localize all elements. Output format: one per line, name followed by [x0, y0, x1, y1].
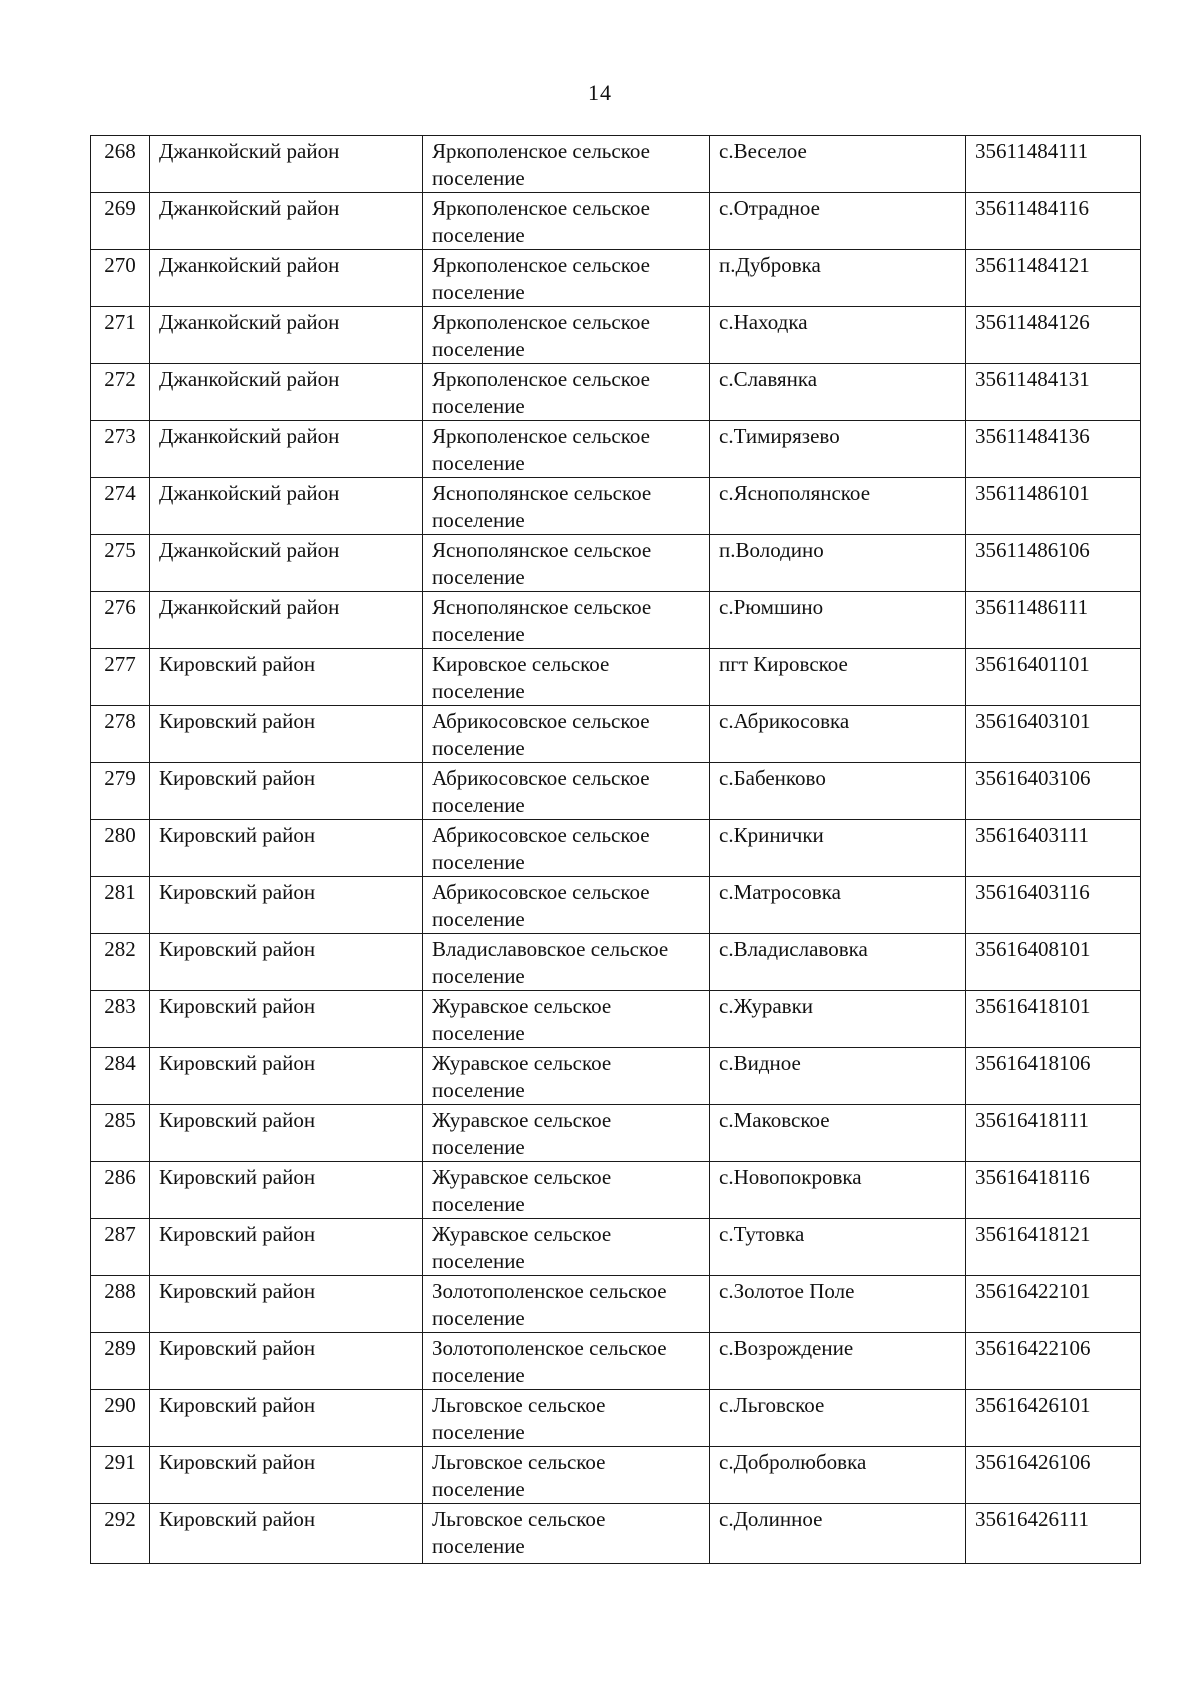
locality-name: с.Новопокровка: [719, 1165, 862, 1189]
row-number-cell: [91, 193, 150, 250]
row-number: 288: [104, 1279, 136, 1303]
settlement-name: Яснополянское сельское поселение: [432, 538, 652, 589]
district-cell: [150, 307, 423, 364]
table-row: [91, 250, 1141, 307]
locality-cell: [710, 1276, 966, 1333]
oktmo-code: 35611484136: [975, 424, 1090, 448]
row-number: 281: [104, 880, 136, 904]
settlement-name: Яркополенское сельское поселение: [432, 139, 650, 190]
settlement-cell: [423, 934, 710, 991]
code-cell: [966, 307, 1141, 364]
row-number-cell: [91, 1105, 150, 1162]
table-row: [91, 1162, 1141, 1219]
settlement-name: Яснополянское сельское поселение: [432, 595, 652, 646]
code-cell: [966, 1447, 1141, 1504]
settlement-cell: [423, 478, 710, 535]
district-cell: [150, 1333, 423, 1390]
district-cell: [150, 1447, 423, 1504]
row-number-cell: [91, 364, 150, 421]
locality-name: с.Абрикосовка: [719, 709, 850, 733]
settlement-cell: [423, 991, 710, 1048]
district-name: Джанкойский район: [159, 595, 340, 619]
oktmo-code: 35616418116: [975, 1165, 1090, 1189]
district-cell: [150, 991, 423, 1048]
code-cell: [966, 877, 1141, 934]
settlement-cell: [423, 250, 710, 307]
row-number-cell: [91, 1504, 150, 1564]
locality-cell: [710, 136, 966, 193]
settlement-cell: [423, 592, 710, 649]
district-name: Кировский район: [159, 709, 316, 733]
settlement-cell: [423, 421, 710, 478]
settlement-name: Яркополенское сельское поселение: [432, 196, 650, 247]
oktmo-code: 35611484131: [975, 367, 1090, 391]
code-cell: [966, 478, 1141, 535]
row-number: 287: [104, 1222, 136, 1246]
district-cell: [150, 364, 423, 421]
district-name: Кировский район: [159, 1165, 316, 1189]
settlement-name: Журавское сельское поселение: [432, 1108, 612, 1159]
settlement-name: Яркополенское сельское поселение: [432, 424, 650, 475]
district-cell: [150, 1105, 423, 1162]
settlement-cell: [423, 649, 710, 706]
settlement-name: Абрикосовское сельское поселение: [432, 709, 650, 760]
row-number-cell: [91, 1219, 150, 1276]
oktmo-code: 35611484126: [975, 310, 1090, 334]
settlement-cell: [423, 877, 710, 934]
row-number-cell: [91, 934, 150, 991]
settlement-name: Абрикосовское сельское поселение: [432, 823, 650, 874]
settlement-name: Льговское сельское поселение: [432, 1393, 606, 1444]
code-cell: [966, 1390, 1141, 1447]
table-row: [91, 1219, 1141, 1276]
locality-name: с.Тутовка: [719, 1222, 805, 1246]
row-number-cell: [91, 763, 150, 820]
settlement-name: Журавское сельское поселение: [432, 1051, 612, 1102]
table-row: [91, 478, 1141, 535]
settlement-name: Абрикосовское сельское поселение: [432, 766, 650, 817]
locality-cell: [710, 307, 966, 364]
oktmo-code: 35616418121: [975, 1222, 1091, 1246]
oktmo-code: 35616418111: [975, 1108, 1089, 1132]
locality-cell: [710, 250, 966, 307]
district-cell: [150, 1048, 423, 1105]
row-number: 274: [104, 481, 136, 505]
table-row: [91, 1105, 1141, 1162]
locality-name: с.Бабенково: [719, 766, 826, 790]
district-name: Кировский район: [159, 1507, 316, 1531]
district-name: Кировский район: [159, 823, 316, 847]
page-number: 14: [588, 80, 612, 105]
locality-cell: [710, 763, 966, 820]
code-cell: [966, 250, 1141, 307]
oktmo-code: 35616426101: [975, 1393, 1091, 1417]
oktmo-code: 35616422106: [975, 1336, 1091, 1360]
locality-name: с.Добролюбовка: [719, 1450, 867, 1474]
table-row: [91, 1390, 1141, 1447]
settlement-cell: [423, 136, 710, 193]
oktmo-code: 35616408101: [975, 937, 1091, 961]
settlement-cell: [423, 1276, 710, 1333]
locality-name: с.Находка: [719, 310, 808, 334]
locality-name: с.Яснополянское: [719, 481, 871, 505]
code-cell: [966, 193, 1141, 250]
settlement-cell: [423, 307, 710, 364]
settlement-cell: [423, 364, 710, 421]
row-number-cell: [91, 1390, 150, 1447]
oktmo-code: 35616426106: [975, 1450, 1091, 1474]
oktmo-code: 35616426111: [975, 1507, 1089, 1531]
locality-cell: [710, 1333, 966, 1390]
table-row: [91, 1048, 1141, 1105]
row-number-cell: [91, 592, 150, 649]
row-number: 270: [104, 253, 136, 277]
locality-name: с.Возрождение: [719, 1336, 854, 1360]
table-row: [91, 307, 1141, 364]
settlement-cell: [423, 1447, 710, 1504]
oktmo-code: 35611486106: [975, 538, 1090, 562]
district-cell: [150, 1162, 423, 1219]
table-row: [91, 934, 1141, 991]
table-row: [91, 1276, 1141, 1333]
row-number: 268: [104, 139, 136, 163]
code-cell: [966, 1219, 1141, 1276]
locality-cell: [710, 1504, 966, 1564]
district-name: Кировский район: [159, 1279, 316, 1303]
oktmo-code: 35616403101: [975, 709, 1091, 733]
settlement-name: Яснополянское сельское поселение: [432, 481, 652, 532]
settlement-name: Журавское сельское поселение: [432, 1165, 612, 1216]
locality-name: с.Веселое: [719, 139, 807, 163]
district-name: Кировский район: [159, 1336, 316, 1360]
locality-name: с.Маковское: [719, 1108, 830, 1132]
district-cell: [150, 421, 423, 478]
row-number-cell: [91, 1162, 150, 1219]
row-number-cell: [91, 1447, 150, 1504]
settlement-cell: [423, 763, 710, 820]
district-name: Джанкойский район: [159, 196, 340, 220]
locality-cell: [710, 1162, 966, 1219]
district-name: Кировский район: [159, 880, 316, 904]
code-cell: [966, 820, 1141, 877]
settlement-name: Кировское сельское поселение: [432, 652, 610, 703]
district-name: Джанкойский район: [159, 538, 340, 562]
locality-cell: [710, 1390, 966, 1447]
district-name: Кировский район: [159, 937, 316, 961]
settlement-name: Яркополенское сельское поселение: [432, 367, 650, 418]
district-name: Джанкойский район: [159, 139, 340, 163]
code-cell: [966, 706, 1141, 763]
settlement-name: Золотополенское сельское поселение: [432, 1336, 667, 1387]
table-row: [91, 820, 1141, 877]
code-cell: [966, 364, 1141, 421]
settlement-cell: [423, 1504, 710, 1564]
oktmo-code: 35611484121: [975, 253, 1090, 277]
row-number-cell: [91, 250, 150, 307]
district-cell: [150, 592, 423, 649]
row-number-cell: [91, 1276, 150, 1333]
settlement-cell: [423, 1219, 710, 1276]
district-name: Джанкойский район: [159, 253, 340, 277]
district-cell: [150, 934, 423, 991]
district-cell: [150, 193, 423, 250]
row-number: 283: [104, 994, 136, 1018]
settlement-cell: [423, 535, 710, 592]
district-cell: [150, 820, 423, 877]
district-cell: [150, 535, 423, 592]
district-cell: [150, 478, 423, 535]
locality-cell: [710, 478, 966, 535]
table-row: [91, 706, 1141, 763]
locality-name: с.Матросовка: [719, 880, 841, 904]
code-cell: [966, 1504, 1141, 1564]
oktmo-code: 35611484111: [975, 139, 1089, 163]
district-cell: [150, 1276, 423, 1333]
district-cell: [150, 706, 423, 763]
code-cell: [966, 649, 1141, 706]
locality-cell: [710, 535, 966, 592]
row-number-cell: [91, 535, 150, 592]
oktmo-code: 35616403111: [975, 823, 1089, 847]
district-name: Джанкойский район: [159, 481, 340, 505]
oktmo-code: 35611486111: [975, 595, 1089, 619]
code-cell: [966, 1105, 1141, 1162]
row-number-cell: [91, 706, 150, 763]
oktmo-code: 35616403106: [975, 766, 1091, 790]
settlement-name: Льговское сельское поселение: [432, 1507, 606, 1558]
row-number: 273: [104, 424, 136, 448]
locality-cell: [710, 364, 966, 421]
row-number: 285: [104, 1108, 136, 1132]
oktmo-code: 35616418101: [975, 994, 1091, 1018]
row-number: 269: [104, 196, 136, 220]
settlement-cell: [423, 193, 710, 250]
table-row: [91, 1333, 1141, 1390]
row-number-cell: [91, 1333, 150, 1390]
district-name: Кировский район: [159, 652, 316, 676]
table-row: [91, 991, 1141, 1048]
table-row: [91, 1504, 1141, 1564]
code-cell: [966, 1276, 1141, 1333]
code-cell: [966, 1333, 1141, 1390]
row-number-cell: [91, 478, 150, 535]
district-cell: [150, 1219, 423, 1276]
code-cell: [966, 991, 1141, 1048]
settlement-cell: [423, 1162, 710, 1219]
row-number: 282: [104, 937, 136, 961]
settlement-cell: [423, 706, 710, 763]
locality-name: п.Дубровка: [719, 253, 821, 277]
table-row: [91, 364, 1141, 421]
table-row: [91, 877, 1141, 934]
locality-cell: [710, 991, 966, 1048]
locality-name: п.Володино: [719, 538, 824, 562]
district-name: Кировский район: [159, 766, 316, 790]
locality-name: с.Золотое Поле: [719, 1279, 855, 1303]
locality-cell: [710, 421, 966, 478]
district-cell: [150, 649, 423, 706]
locality-name: с.Отрадное: [719, 196, 820, 220]
district-name: Кировский район: [159, 1222, 316, 1246]
row-number: 284: [104, 1051, 136, 1075]
locality-name: с.Видное: [719, 1051, 801, 1075]
row-number: 290: [104, 1393, 136, 1417]
locality-cell: [710, 706, 966, 763]
row-number: 271: [104, 310, 136, 334]
settlement-cell: [423, 1333, 710, 1390]
locality-cell: [710, 934, 966, 991]
table-row: [91, 421, 1141, 478]
oktmo-code: 35616401101: [975, 652, 1090, 676]
locality-cell: [710, 1048, 966, 1105]
settlement-name: Владиславовское сельское поселение: [432, 937, 669, 988]
oktmo-code: 35611484116: [975, 196, 1089, 220]
row-number-cell: [91, 877, 150, 934]
table-row: [91, 763, 1141, 820]
district-name: Джанкойский район: [159, 367, 340, 391]
settlement-name: Журавское сельское поселение: [432, 994, 612, 1045]
code-cell: [966, 763, 1141, 820]
district-name: Кировский район: [159, 994, 316, 1018]
code-cell: [966, 592, 1141, 649]
locality-cell: [710, 1219, 966, 1276]
locality-cell: [710, 877, 966, 934]
table-body: [91, 136, 1141, 1564]
settlement-name: Яркополенское сельское поселение: [432, 310, 650, 361]
row-number: 291: [104, 1450, 136, 1474]
row-number-cell: [91, 820, 150, 877]
district-name: Кировский район: [159, 1051, 316, 1075]
row-number: 286: [104, 1165, 136, 1189]
oktmo-code: 35616418106: [975, 1051, 1091, 1075]
locality-name: с.Льговское: [719, 1393, 825, 1417]
district-name: Джанкойский район: [159, 310, 340, 334]
oktmo-code: 35616422101: [975, 1279, 1091, 1303]
row-number-cell: [91, 991, 150, 1048]
row-number: 276: [104, 595, 136, 619]
code-cell: [966, 535, 1141, 592]
row-number-cell: [91, 1048, 150, 1105]
table-row: [91, 535, 1141, 592]
row-number-cell: [91, 307, 150, 364]
district-name: Джанкойский район: [159, 424, 340, 448]
locality-cell: [710, 1105, 966, 1162]
district-cell: [150, 1504, 423, 1564]
locality-cell: [710, 649, 966, 706]
settlement-cell: [423, 1105, 710, 1162]
row-number: 272: [104, 367, 136, 391]
oktmo-code: 35616403116: [975, 880, 1090, 904]
settlement-name: Льговское сельское поселение: [432, 1450, 606, 1501]
locality-name: с.Славянка: [719, 367, 818, 391]
locality-cell: [710, 592, 966, 649]
row-number: 277: [104, 652, 136, 676]
locality-cell: [710, 193, 966, 250]
locality-name: с.Журавки: [719, 994, 814, 1018]
code-cell: [966, 1048, 1141, 1105]
district-cell: [150, 136, 423, 193]
settlement-cell: [423, 1390, 710, 1447]
table-row: [91, 649, 1141, 706]
table-row: [91, 136, 1141, 193]
row-number: 275: [104, 538, 136, 562]
table-row: [91, 193, 1141, 250]
row-number-cell: [91, 421, 150, 478]
settlement-name: Абрикосовское сельское поселение: [432, 880, 650, 931]
code-cell: [966, 934, 1141, 991]
row-number: 280: [104, 823, 136, 847]
oktmo-code: 35611486101: [975, 481, 1090, 505]
district-name: Кировский район: [159, 1108, 316, 1132]
table-row: [91, 592, 1141, 649]
settlement-name: Золотополенское сельское поселение: [432, 1279, 667, 1330]
code-cell: [966, 421, 1141, 478]
district-cell: [150, 763, 423, 820]
settlement-name: Журавское сельское поселение: [432, 1222, 612, 1273]
row-number: 279: [104, 766, 136, 790]
locality-name: с.Тимирязево: [719, 424, 840, 448]
table-row: [91, 1447, 1141, 1504]
locality-name: с.Рюмшино: [719, 595, 824, 619]
settlement-name: Яркополенское сельское поселение: [432, 253, 650, 304]
district-name: Кировский район: [159, 1450, 316, 1474]
row-number-cell: [91, 136, 150, 193]
district-name: Кировский район: [159, 1393, 316, 1417]
settlement-cell: [423, 1048, 710, 1105]
row-number-cell: [91, 649, 150, 706]
row-number: 292: [104, 1507, 136, 1531]
locality-name: пгт Кировское: [719, 652, 848, 676]
district-cell: [150, 877, 423, 934]
settlement-cell: [423, 820, 710, 877]
locality-name: с.Владиславовка: [719, 937, 868, 961]
row-number: 278: [104, 709, 136, 733]
code-cell: [966, 136, 1141, 193]
district-cell: [150, 1390, 423, 1447]
settlements-table: [90, 135, 1141, 1564]
code-cell: [966, 1162, 1141, 1219]
district-cell: [150, 250, 423, 307]
locality-name: с.Долинное: [719, 1507, 823, 1531]
locality-name: с.Кринички: [719, 823, 824, 847]
locality-cell: [710, 820, 966, 877]
row-number: 289: [104, 1336, 136, 1360]
locality-cell: [710, 1447, 966, 1504]
